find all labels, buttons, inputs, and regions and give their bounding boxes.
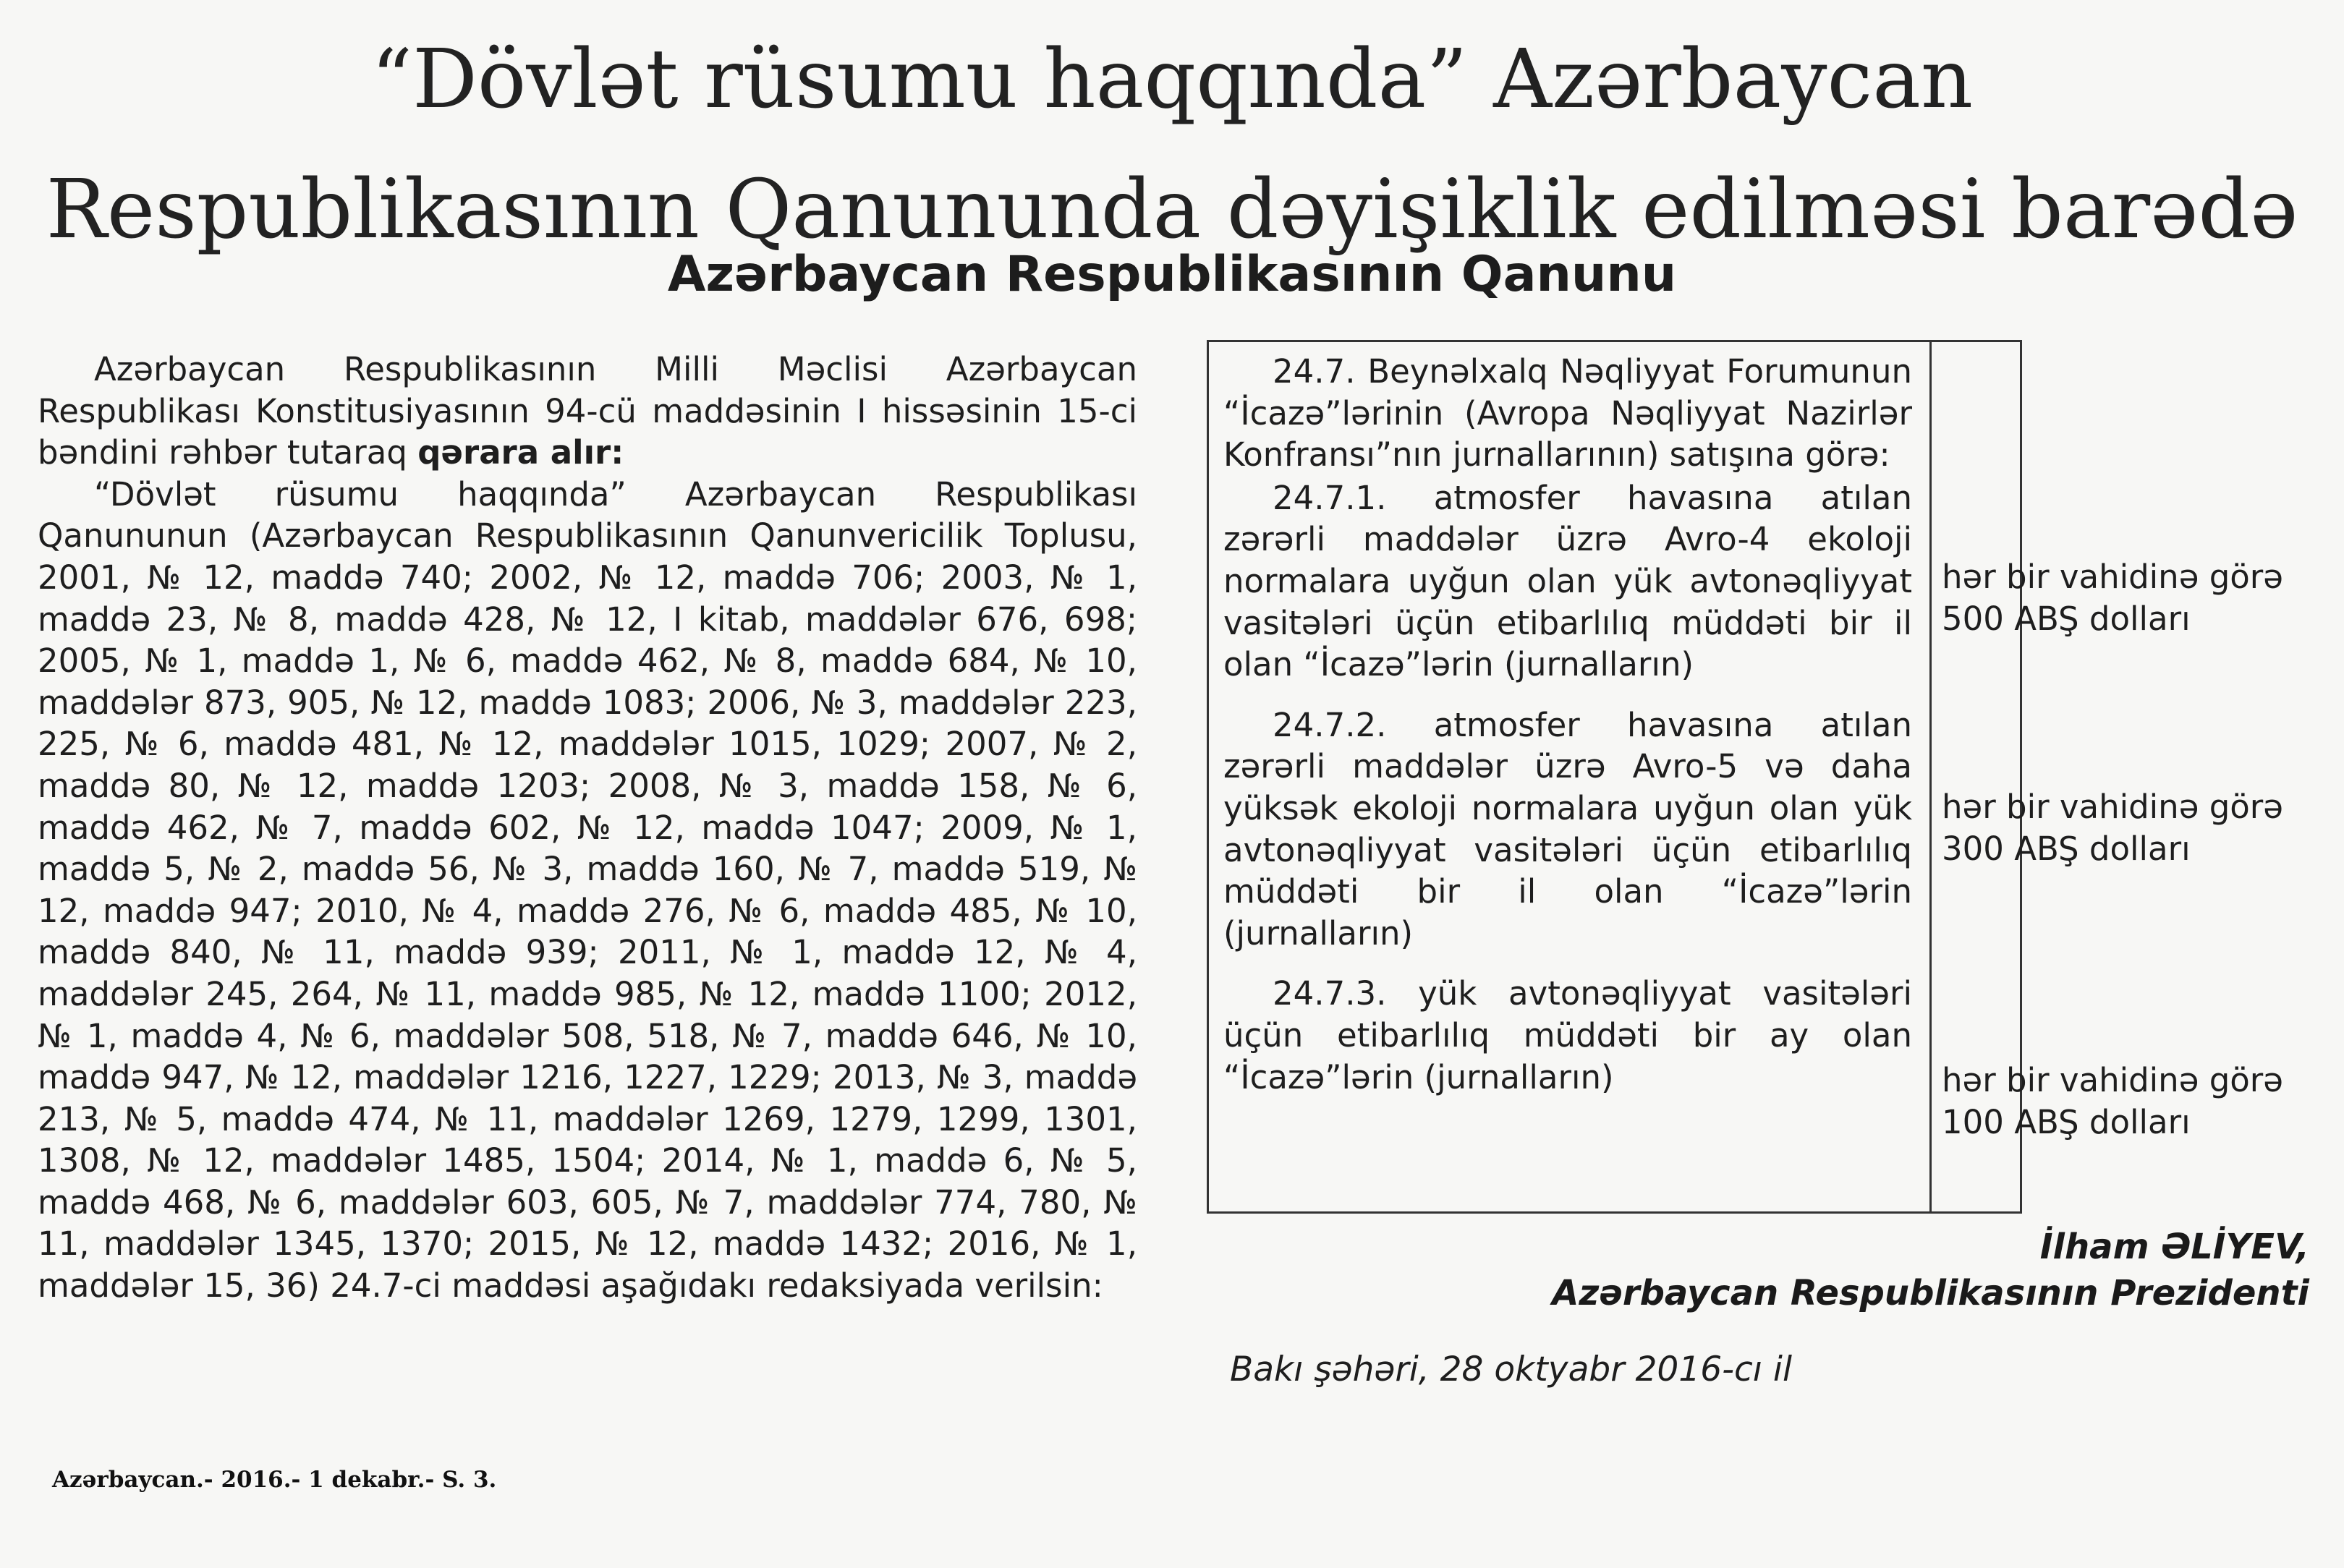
law-body-text: [38, 349, 1137, 1307]
fee-table-fee-column: [1932, 342, 2283, 1211]
signature-block: [1296, 1224, 2309, 1316]
signatory-name: İlham ƏLİYEV,: [2039, 1227, 2309, 1267]
fee-table: [1207, 340, 2283, 1214]
intro-decision: qərara alır:: [417, 433, 624, 472]
table-heading: 24.7. Beynəlxalq Nəqliyyat Forumunun “İcazə”lərinin (Avropa Nəqliyyat Nazirlər Konfransı”nın jurnallarının) satışına görə:: [1223, 352, 1912, 474]
document-title: “Dövlət rüsumu haqqında” Azərbaycan Respublikasının Qanununda dəyişiklik edilməsi barədə: [46, 33, 2298, 257]
table-row-2-text: 24.7.2. atmosfer havasına atılan zərərli maddələr üzrə Avro-5 və daha yüksək ekoloji normalara uyğun olan yük avtonəqliyyat vasitələri üçün etibarlılıq müddəti bir il olan “İcazə”lərin (jurnalların): [1223, 705, 1912, 953]
table-row-1-text: 24.7.1. atmosfer havasına atılan zərərli maddələr üzrə Avro-4 ekoloji normalara uyğun olan yük avtonəqliyyat vasitələri üçün etibarlılıq müddəti bir il olan “İcazə”lərin (jurnalların): [1223, 478, 1912, 684]
table-row-1-fee: hər bir vahidinə görə 500 ABŞ dolları: [1942, 558, 2283, 638]
fee-table-description-column: [1209, 342, 1932, 1211]
signatory-position: Azərbaycan Respublikasının Prezidenti: [1552, 1273, 2309, 1313]
intro-paragraph: [38, 349, 1137, 474]
source-citation: Azərbaycan.- 2016.- 1 dekabr.- S. 3.: [52, 1467, 497, 1493]
table-row-3-text: 24.7.3. yük avtonəqliyyat vasitələri üçün etibarlılıq müddəti bir ay olan “İcazə”lərin (jurnalların): [1223, 974, 1912, 1096]
table-row-3-fee: hər bir vahidinə görə 100 ABŞ dolları: [1942, 1061, 2283, 1141]
place-and-date: Bakı şəhəri, 28 oktyabr 2016-cı il: [1230, 1350, 1793, 1389]
table-row-2-fee: hər bir vahidinə görə 300 ABŞ dolları: [1942, 788, 2283, 868]
intro-text: Azərbaycan Respublikasının Milli Məclisi Azərbaycan Respublikası Konstitusiyasının 94-cü maddəsinin I hissəsinin 15-ci bəndini rəhbər tutaraq: [38, 350, 1137, 472]
document-subtitle: Azərbaycan Respublikasının Qanunu: [667, 246, 1677, 303]
main-paragraph: “Dövlət rüsumu haqqında” Azərbaycan Respublikası Qanununun (Azərbaycan Respublikasının Qanunvericilik Toplusu, 2001, № 12, maddə 740; 2002, № 12, maddə 706; 2003, № 1, maddə 23, № 8, maddə 428, № 12, I kitab, maddələr 676, 698; 2005, № 1, maddə 1, № 6, maddə 462, № 8, maddə 684, № 10, maddələr 873, 905, № 12, maddə 1083; 2006, № 3, maddələr 223, 225, № 6, maddə 481, № 12, maddələr 1015, 1029; 2007, № 2, maddə 80, № 12, maddə 1203; 2008, № 3, maddə 158, № 6, maddə 462, № 7, maddə 602, № 12, maddə 1047; 2009, № 1, maddə 5, № 2, maddə 56, № 3, maddə 160, № 7, maddə 519, № 12, maddə 947; 2010, № 4, maddə 276, № 6, maddə 485, № 10, maddə 840, № 11, maddə 939; 2011, № 1, maddə 12, № 4, maddələr 245, 264, № 11, maddə 985, № 12, maddə 1100; 2012, № 1, maddə 4, № 6, maddələr 508, 518, № 7, maddə 646, № 10, maddə 947, № 12, maddələr 1216, 1227, 1229; 2013, № 3, maddə 213, № 5, maddə 474, № 11, maddələr 1269, 1279, 1299, 1301, 1308, № 12, maddələr 1485, 1504; 2014, № 1, maddə 6, № 5, maddə 468, № 6, maddələr 603, 605, № 7, maddələr 774, 780, № 11, maddələr 1345, 1370; 2015, № 12, maddə 1432; 2016, № 1, maddələr 15, 36) 24.7-ci maddəsi aşağıdakı redaksiyada verilsin:: [38, 474, 1137, 1305]
